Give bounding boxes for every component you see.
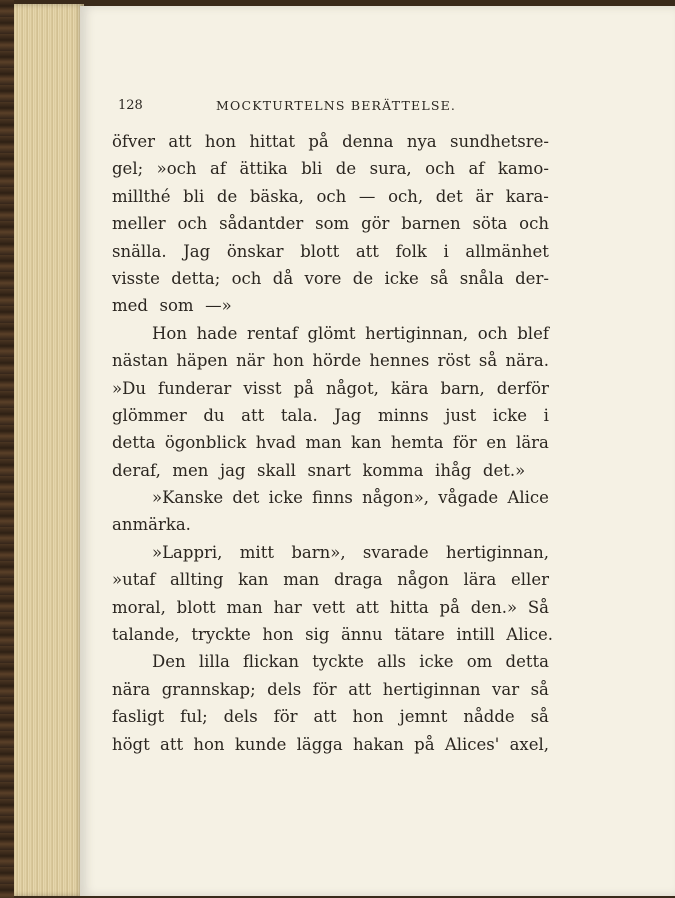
word: ihåg xyxy=(435,460,472,480)
word: och, xyxy=(388,186,424,206)
word: det xyxy=(232,488,260,508)
word: finns xyxy=(312,488,353,508)
word: fasligt xyxy=(112,707,165,727)
word: draga xyxy=(333,570,383,590)
word: de xyxy=(335,159,357,179)
word: skall xyxy=(257,460,296,480)
text-line xyxy=(112,429,549,456)
word: hertiginnan, xyxy=(445,542,549,562)
word: och xyxy=(477,323,508,343)
word: Den xyxy=(152,652,186,672)
word: någon», xyxy=(362,488,430,508)
word: för xyxy=(312,679,337,699)
word: och xyxy=(425,159,455,179)
word: de xyxy=(216,186,238,206)
word: önskar xyxy=(226,241,284,261)
word: icke xyxy=(384,268,419,288)
word: bli xyxy=(183,186,205,206)
word: kara- xyxy=(505,186,549,206)
word: röst xyxy=(437,351,471,371)
word: derför xyxy=(496,378,549,398)
word: detta xyxy=(112,433,156,453)
word: är xyxy=(475,186,494,206)
word: med xyxy=(112,296,148,316)
word: dels xyxy=(267,679,302,699)
word: kunde xyxy=(234,734,287,754)
word: detta xyxy=(505,652,549,672)
word: hemta xyxy=(390,433,444,453)
word: att xyxy=(355,597,379,617)
word: ättika xyxy=(239,159,288,179)
word: blef xyxy=(517,323,549,343)
word: och xyxy=(316,186,347,206)
word: —» xyxy=(205,296,232,316)
word: denna xyxy=(342,132,394,151)
word: Jag xyxy=(183,241,211,261)
text-line xyxy=(112,566,549,593)
text-line xyxy=(112,320,549,347)
word: att xyxy=(168,132,192,151)
word: »Lappri, xyxy=(152,542,223,562)
word: Alices' xyxy=(444,734,500,754)
word: det.» xyxy=(482,460,526,480)
text-line xyxy=(112,511,549,538)
word: just xyxy=(445,405,477,425)
word: gör xyxy=(361,214,390,234)
word: Alice. xyxy=(506,625,554,645)
word: folk xyxy=(395,241,427,261)
word: sig xyxy=(305,625,330,645)
word: gel; xyxy=(112,159,144,179)
word: »utaf xyxy=(112,570,156,590)
word: allting xyxy=(169,570,224,590)
text-line xyxy=(112,375,549,402)
word: eller xyxy=(511,570,549,590)
word: jemnt xyxy=(399,707,448,727)
word: vore xyxy=(304,268,342,288)
word: snart xyxy=(307,460,351,480)
word: på xyxy=(293,378,314,398)
word: — xyxy=(358,186,376,206)
word: nådde xyxy=(463,707,515,727)
word: Så xyxy=(527,597,549,617)
word: lära xyxy=(516,433,549,453)
word: på xyxy=(439,597,460,617)
word: att xyxy=(241,405,265,425)
word: man xyxy=(226,597,263,617)
text-line xyxy=(112,210,549,237)
word: snälla. xyxy=(112,241,167,261)
text-line xyxy=(112,731,549,758)
word: snåla xyxy=(459,268,504,288)
word: hertiginnan xyxy=(382,679,481,699)
word: axel, xyxy=(509,734,549,754)
word: hvad xyxy=(255,433,297,453)
word: Alice xyxy=(507,488,549,508)
word: tryckte xyxy=(191,625,251,645)
word: det xyxy=(435,186,463,206)
word: bli xyxy=(301,159,323,179)
word: kära xyxy=(390,378,429,398)
word: nära xyxy=(112,679,151,699)
text-line xyxy=(112,648,549,675)
word: tätare xyxy=(394,625,445,645)
word: visste xyxy=(112,268,160,288)
word: öfver xyxy=(112,132,156,151)
word: hertiginnan, xyxy=(365,323,469,343)
text-line xyxy=(112,594,549,621)
word: de xyxy=(352,268,374,288)
word: glömmer xyxy=(112,405,187,425)
word: hon xyxy=(352,707,384,727)
running-title: MOCKTURTELNS BERÄTTELSE. xyxy=(216,98,457,113)
word: och xyxy=(177,214,208,234)
word: visst xyxy=(243,378,282,398)
word: bäska, xyxy=(249,186,304,206)
word: ännu xyxy=(340,625,383,645)
word: barnen xyxy=(401,214,461,234)
word: på xyxy=(414,734,435,754)
word: i xyxy=(543,405,549,425)
word: du xyxy=(203,405,225,425)
word: var xyxy=(492,679,520,699)
text-line xyxy=(112,703,549,730)
word: för xyxy=(452,433,477,453)
text-line xyxy=(112,484,549,511)
word: funderar xyxy=(158,378,232,398)
text-line xyxy=(112,347,549,374)
word: flickan xyxy=(243,652,300,672)
word: blott xyxy=(300,241,340,261)
word: för xyxy=(273,707,298,727)
word: icke xyxy=(419,652,454,672)
word: barn», xyxy=(291,542,346,562)
word: då xyxy=(272,268,294,288)
word: »Kanske xyxy=(152,488,224,508)
word: tala. xyxy=(280,405,318,425)
word: intill xyxy=(456,625,495,645)
word: nya xyxy=(406,132,437,151)
word: sundhetsre- xyxy=(449,132,549,151)
word: någon xyxy=(397,570,449,590)
word: häpen xyxy=(176,351,228,371)
word: så xyxy=(430,268,449,288)
word: att xyxy=(355,241,379,261)
text-line xyxy=(112,155,549,182)
word: hon xyxy=(272,351,304,371)
page-number: 128 xyxy=(118,98,143,113)
text-line xyxy=(112,292,549,319)
word: Hon xyxy=(152,323,187,343)
word: der- xyxy=(515,268,549,288)
word: svarade xyxy=(362,542,429,562)
word: man xyxy=(283,570,320,590)
word: hakan xyxy=(352,734,404,754)
word: vett xyxy=(312,597,345,617)
word: hittat xyxy=(249,132,295,151)
word: men xyxy=(172,460,209,480)
word: nästan xyxy=(112,351,169,371)
word: som xyxy=(159,296,194,316)
word: på xyxy=(308,132,329,151)
text-line xyxy=(112,539,549,566)
word: kan xyxy=(351,433,382,453)
word: kan xyxy=(238,570,269,590)
word: söta xyxy=(472,214,508,234)
word: hörde xyxy=(312,351,362,371)
word: blott xyxy=(176,597,216,617)
word: moral, xyxy=(112,597,166,617)
word: ful; xyxy=(180,707,208,727)
word: talande, xyxy=(112,625,180,645)
page-edges xyxy=(14,4,84,896)
word: icke xyxy=(268,488,303,508)
book-binding xyxy=(0,0,14,898)
text-line xyxy=(112,402,549,429)
word: när xyxy=(236,351,265,371)
word: hennes xyxy=(369,351,430,371)
word: rentaf xyxy=(247,323,298,343)
text-line xyxy=(112,183,549,210)
word: i xyxy=(443,241,449,261)
word: något, xyxy=(326,378,379,398)
word: sura, xyxy=(369,159,412,179)
word: millthé xyxy=(112,186,171,206)
word: om xyxy=(466,652,493,672)
word: att xyxy=(160,734,184,754)
word: glömt xyxy=(307,323,356,343)
word: Jag xyxy=(334,405,362,425)
text-line xyxy=(112,265,549,292)
text-line xyxy=(112,457,549,484)
word: lägga xyxy=(296,734,343,754)
word: lära xyxy=(463,570,497,590)
word: den.» xyxy=(470,597,518,617)
word: icke xyxy=(492,405,528,425)
word: så xyxy=(530,707,549,727)
word: att xyxy=(313,707,337,727)
word: att xyxy=(348,679,372,699)
text-line xyxy=(112,128,549,155)
word: hon xyxy=(204,132,236,151)
text-line xyxy=(112,238,549,265)
word: hitta xyxy=(389,597,429,617)
word: »och xyxy=(156,159,197,179)
word: ögonblick xyxy=(164,433,247,453)
word: som xyxy=(315,214,350,234)
page-header xyxy=(118,98,538,120)
word: hade xyxy=(196,323,238,343)
word: dels xyxy=(223,707,258,727)
word: så xyxy=(478,351,498,371)
word: högt xyxy=(112,734,150,754)
word: och xyxy=(231,268,262,288)
word: lilla xyxy=(198,652,230,672)
word: man xyxy=(305,433,342,453)
word: alls xyxy=(377,652,406,672)
word: komma xyxy=(362,460,424,480)
word: »Du xyxy=(112,378,146,398)
text-line xyxy=(112,621,554,648)
word: hon xyxy=(262,625,294,645)
word: en xyxy=(486,433,507,453)
word: af xyxy=(468,159,485,179)
word: minns xyxy=(378,405,429,425)
text-line xyxy=(112,676,549,703)
word: nära. xyxy=(505,351,549,371)
word: mitt xyxy=(239,542,274,562)
word: vågade xyxy=(438,488,499,508)
word: hon xyxy=(193,734,225,754)
word: deraf, xyxy=(112,460,161,480)
word: af xyxy=(210,159,226,179)
word: jag xyxy=(219,460,246,480)
word: detta; xyxy=(171,268,221,288)
word: barn, xyxy=(440,378,485,398)
word: sådantder xyxy=(219,214,304,234)
body-text xyxy=(112,128,554,758)
word: och xyxy=(519,214,549,234)
word: tyckte xyxy=(312,652,364,672)
word: allmänhet xyxy=(465,241,549,261)
word: meller xyxy=(112,214,166,234)
word: grannskap; xyxy=(161,679,256,699)
word: anmärka. xyxy=(112,515,191,535)
word: kamo- xyxy=(497,159,549,179)
word: så xyxy=(530,679,549,699)
word: har xyxy=(273,597,302,617)
